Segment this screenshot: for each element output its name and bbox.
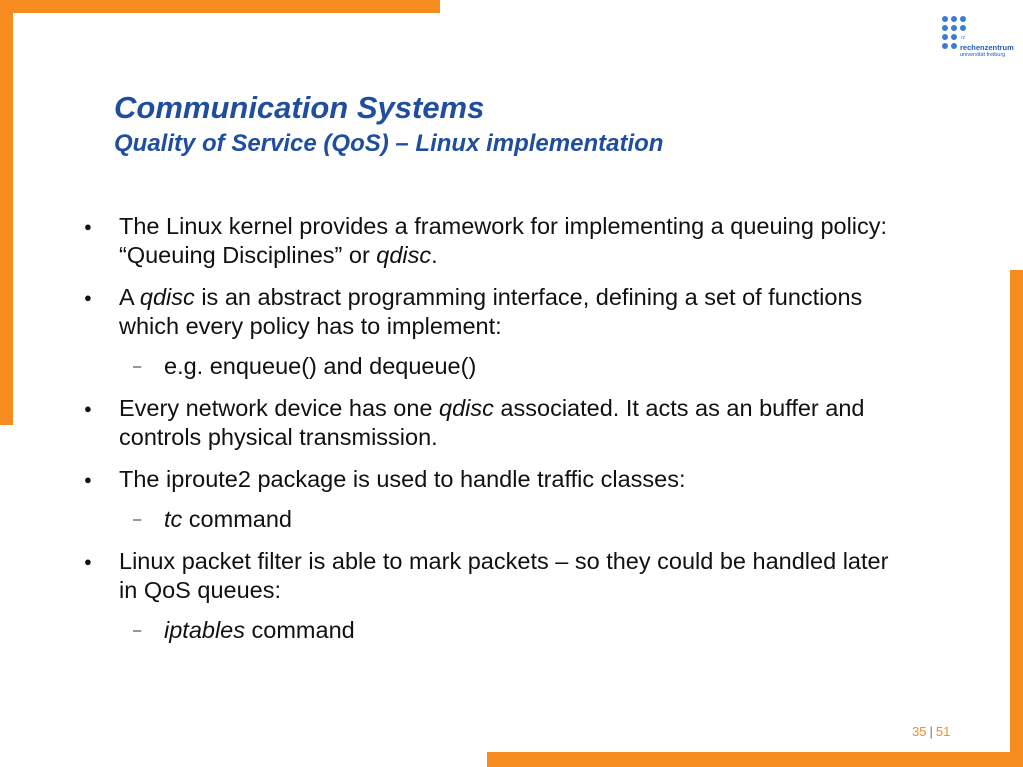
dash-icon: – — [133, 358, 142, 375]
page-separator: | — [929, 724, 933, 739]
logo-name-line2: universität freiburg — [960, 52, 1006, 58]
bullet-list — [84, 212, 894, 658]
logo-name-line1: rechenzentrum — [960, 43, 1014, 52]
sub-bullet-item: – e.g. enqueue() and dequeue() — [133, 353, 477, 379]
page-number — [912, 724, 950, 739]
sub-bullet-item: – tc command — [133, 506, 292, 532]
slide-subtitle: Quality of Service (QoS) – Linux implementation — [114, 130, 664, 157]
bullet-dot-icon: ● — [84, 401, 92, 416]
dash-icon: – — [133, 511, 142, 528]
dash-icon: – — [133, 622, 142, 639]
rechenzentrum-logo — [940, 14, 1012, 64]
slide-title: Communication Systems — [114, 90, 485, 125]
bullet-dot-icon: ● — [84, 219, 92, 234]
bullet-item: ● Every network device has one qdisc associated. It acts as an buffer and controls physical transmission. — [84, 395, 865, 450]
bullet-dot-icon: ● — [84, 290, 92, 305]
bottom-orange-bar — [487, 752, 1023, 767]
page-total: 51 — [935, 724, 951, 739]
bullet-item: ● The Linux kernel provides a framework for implementing a queuing policy: “Queuing Disciplines” or qdisc. — [84, 213, 888, 268]
page-current: 35 — [912, 724, 927, 739]
left-orange-bar — [0, 0, 13, 425]
logo-abbr: rz — [961, 35, 966, 41]
bullet-item: ● The iproute2 package is used to handle traffic classes: — [84, 466, 686, 492]
bullet-dot-icon: ● — [84, 472, 92, 487]
top-orange-bar — [0, 0, 440, 13]
bullet-item: ● Linux packet filter is able to mark packets – so they could be handled later in QoS queues: — [84, 548, 889, 603]
right-orange-bar — [1010, 270, 1023, 767]
sub-bullet-item: – iptables command — [133, 617, 355, 643]
bullet-item: ● A qdisc is an abstract programming interface, defining a set of functions which every policy has to implement: — [84, 284, 863, 339]
bullet-dot-icon: ● — [84, 554, 92, 569]
